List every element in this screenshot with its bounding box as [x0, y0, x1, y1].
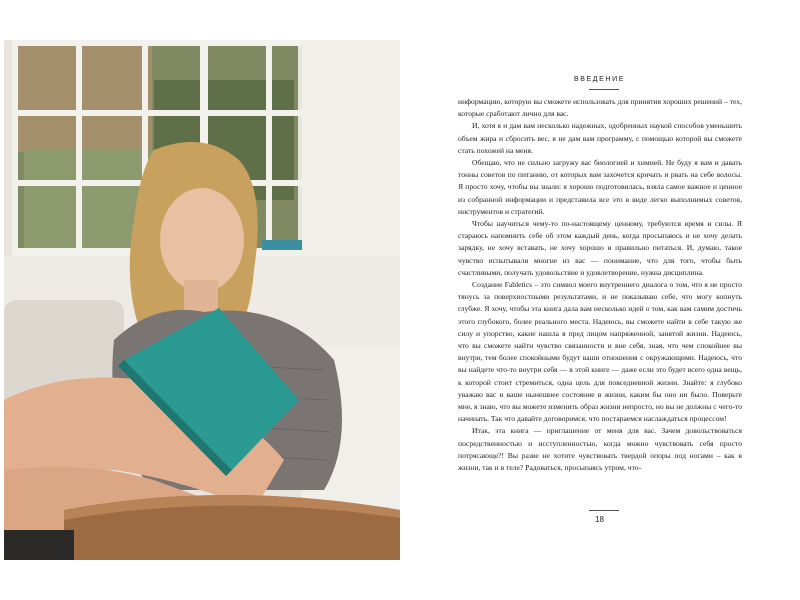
paragraph: Создание Fabletics – это символ моего внутреннего диалога о том, что я не просто тянусь за поверхностными результатами, и не показываю себе, что могу копнуть глубже. Я хочу, чтобы эта книга дала вам несколько идей о том, как вам самим достичь этого глубокого, более реального места. Надеюсь, вы сможете найти в себе такую же силу и упорство, какие нашла я пред лицом напряженной, занятой жизни. Надеюсь, что вы сможете найти чувство связанности и вне себя, зная, что чем спокойнее вы внутри, тем более спокойными будут ваши отношения с окружающими. Надеюсь, что вы найдете что-то внутри себя — в этой книге — даже если это будет всего одна вещь, к которой стоит стремиться, одна цель для повседневной жизни. Знайте: я глубоко уважаю вас и ваше нынешнее состояние в жизни, каким бы оно ни было. Поверьте мне, я знаю, что вы можете изменить образ жизни непросто, но вы не должны с чего-то начинать. Так что давайте договоримся, что постараемся наслаждаться процессом! [458, 280, 742, 424]
paragraph: Обещаю, что не сильно загружу вас биологией и химией. Не буду я вам и давать тонны советов по питанию, от которых вам захочется кричать и рвать на себе волосы. Я просто хочу, чтобы вы знали: я хорошо подготовилась, взяла самое важное и ценное из собранной информации и представила все это в виде легко выполнимых советов, инструментов и стратегий. [458, 158, 742, 216]
running-head: ВВЕДЕНИЕ [574, 76, 625, 83]
photo-woman-reading-book [4, 40, 400, 560]
head-rule [589, 89, 619, 90]
paragraph: И, хотя я и дам вам несколько надежных, одобренных наукой способов уменьшить объем жира и сбросить вес, я не дам вам программу, с помощью которой вы сможете стать похожей на меня. [458, 121, 742, 155]
paragraph: Итак, эта книга — приглашение от меня для вас. Зачем довольствоваться посредственностью и исступленностью, когда можно чувствовать себя просто потрясающе?! Вы разве не хотите чувствовать твердой опоры под ногами – как в жизни, так и в теле? Радоваться, просыпаясь утром, что- [458, 426, 742, 473]
photo-illustration [4, 40, 400, 560]
page-number: 18 [595, 515, 604, 524]
paragraph: информацию, которую вы сможете использовать для принятия хороших решений – тех, которые сработают лично для вас. [458, 97, 742, 119]
text-page [403, 40, 796, 560]
footer-rule [589, 510, 619, 511]
paragraph: Чтобы научиться чему-то по-настоящему ценному, требуются время и силы. Я стараюсь напомнить себе об этом каждый день, когда просыпаюсь и не хочу делать зарядку, не хочу вставать, не хочу хорошо и правильно питаться. И, думаю, такое чувство испытывали многие из вас — понимание, что для того, чтобы быть счастливыми, получать удовольствие и удовлетворение, нужна дисциплина. [458, 219, 742, 277]
body-text [458, 96, 742, 516]
